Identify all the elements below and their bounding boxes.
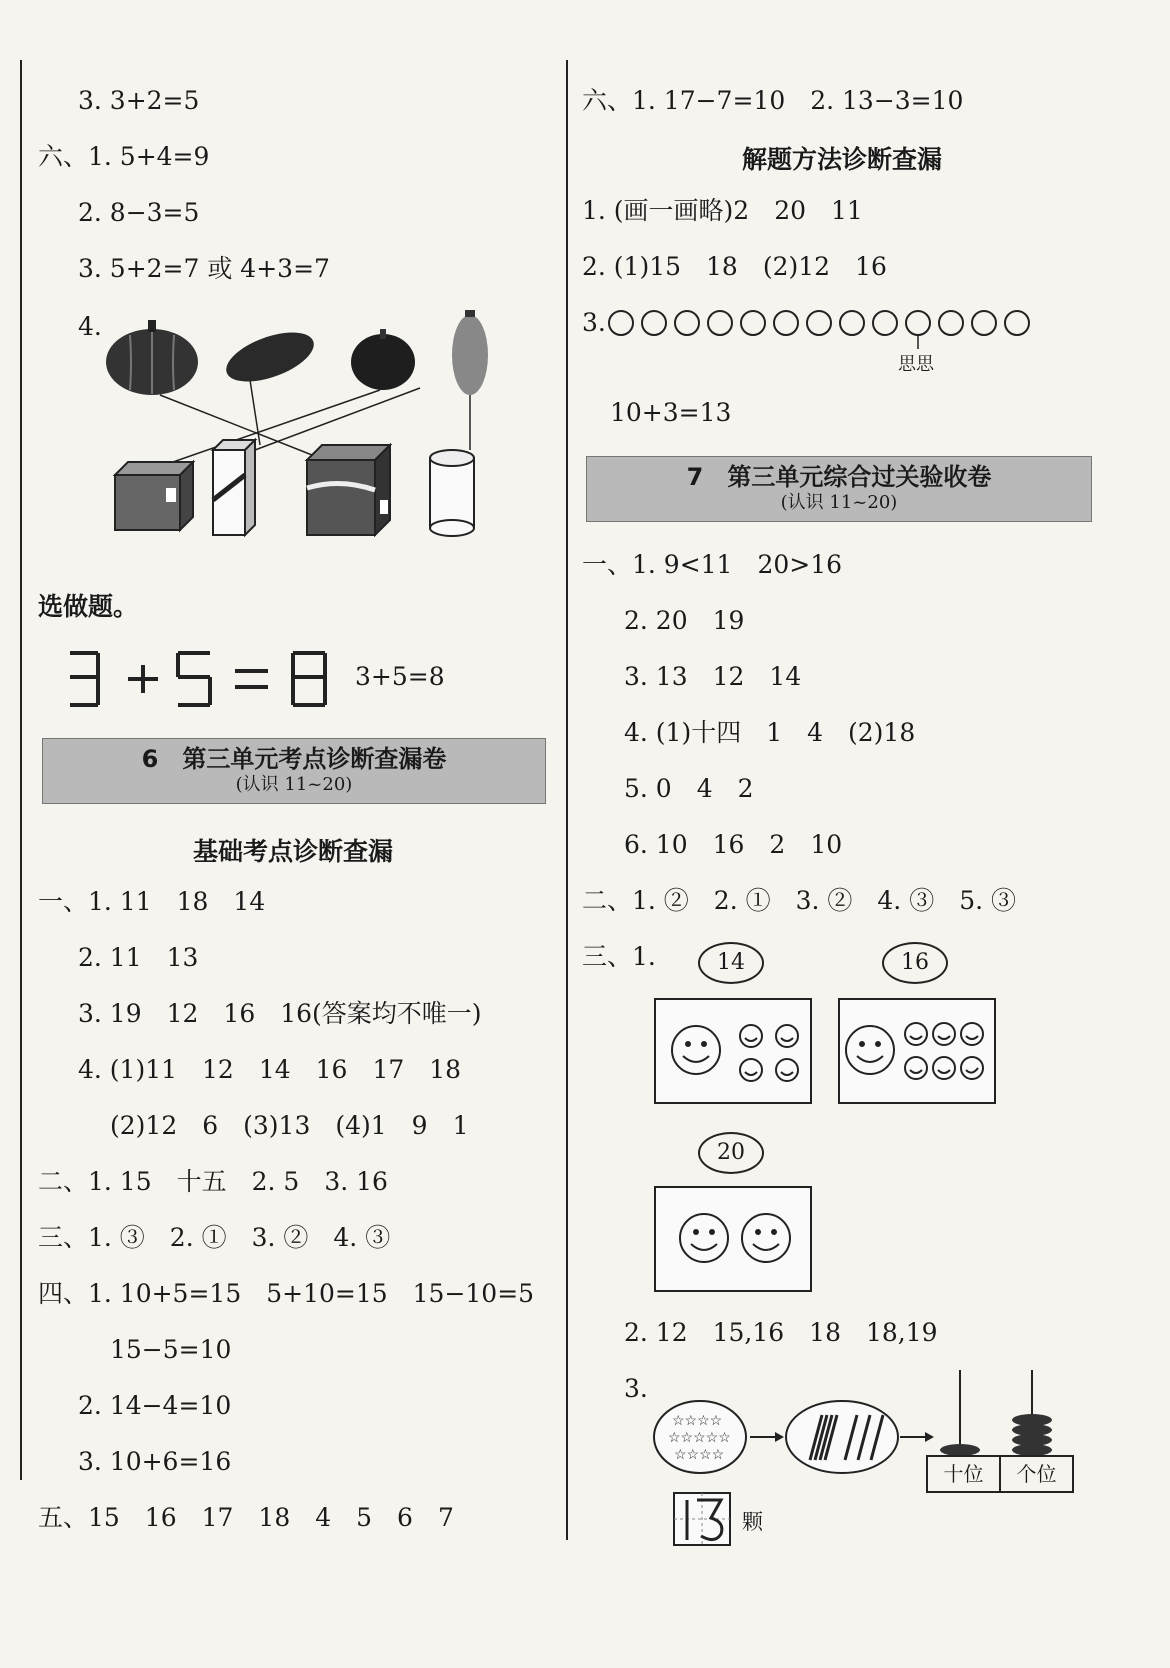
big-box-icon [307,445,390,535]
answer-line: 一、1. 9<11 20>16 [582,550,843,579]
answer-line: 3. 13 12 14 [624,662,802,691]
circle-label: 思思 [898,354,934,375]
sticks-oval [786,1401,898,1473]
answer-line: 四、1. 10+5=15 5+10=15 15−10=5 [38,1279,535,1308]
banner-title: 第三单元综合过关验收卷 [727,463,992,491]
place-value-table [926,1455,1074,1493]
answer-line: 二、1. ② 2. ① 3. ② 4. ③ 5. ③ [582,886,1016,915]
answer-line: 六、1. 17−7=10 2. 13−3=10 [582,86,964,115]
matchstick-equation [60,645,340,715]
answer-line: 3. 3+2=5 [78,86,200,115]
optional-title: 选做题。 [38,592,139,621]
answer-line: 4. (1)11 12 14 16 17 18 [78,1055,462,1084]
banner-title: 第三单元考点诊断查漏卷 [182,745,447,773]
unit-banner-6 [42,738,546,804]
smiley-icons [656,1000,810,1102]
cylinder-icon [430,450,474,536]
circle-row [608,305,1038,375]
eggplant-icon [220,322,320,391]
answer-line: 3. 19 12 16 16(答案均不唯一) [78,999,482,1028]
answer-line: 2. 12 15,16 18 18,19 [624,1318,938,1347]
answer-line: 3. 5+2=7 或 4+3=7 [78,254,330,283]
star-icons [668,1413,731,1463]
answer-line: 15−5=10 [110,1335,232,1364]
ones-label: 个位 [1016,1462,1057,1486]
answer-line: 2. (1)15 18 (2)12 16 [582,252,887,281]
answer-line: 5. 0 4 2 [624,774,754,803]
answer-line: 一、1. 11 18 14 [38,887,266,916]
smiley-box [838,998,996,1104]
smiley-box [654,998,812,1104]
banner-subtitle: (认识 11~20) [780,492,898,513]
left-margin-line [20,60,22,1480]
written-13 [673,1492,733,1548]
gourd-icon [452,315,488,395]
answer-line: 3. 10+6=16 [78,1447,232,1476]
count-unit: 颗 [742,1510,763,1534]
count-oval: 14 [698,942,764,984]
round-pumpkin-icon [351,334,415,390]
answer-line: 4. [78,312,102,341]
smiley-icons [840,1000,994,1102]
tall-box-icon [213,440,255,535]
column-divider [566,60,568,1540]
answer-line: 2. 20 19 [624,606,745,635]
answer-line: 2. 11 13 [78,943,199,972]
smiley-icons [656,1188,810,1290]
section-heading: 解题方法诊断查漏 [741,145,942,174]
answer-line: 3. [582,308,606,337]
answer-line: 6. 10 16 2 10 [624,830,843,859]
svg-text:☆☆☆☆: ☆☆☆☆ [674,1447,725,1463]
unit-banner-7 [586,456,1092,522]
answer-line: 4. (1)十四 1 4 (2)18 [624,718,916,747]
count-oval: 16 [882,942,948,984]
answer-line: (2)12 6 (3)13 (4)1 9 1 [110,1111,469,1140]
smiley-box [654,1186,812,1292]
banner-subtitle: (认识 11~20) [235,774,353,795]
svg-text:☆☆☆☆: ☆☆☆☆ [672,1413,723,1429]
answer-line: 10+3=13 [610,398,732,427]
answer-line: 六、1. 5+4=9 [38,142,210,171]
matching-illustration [100,310,520,560]
svg-text:☆☆☆☆☆: ☆☆☆☆☆ [668,1430,731,1446]
answer-line: 2. 14−4=10 [78,1391,232,1420]
banner-number: 6 [141,745,159,773]
tens-label: 十位 [928,1457,1001,1491]
section-heading: 基础考点诊断查漏 [192,837,393,866]
answer-line: 2. 8−3=5 [78,198,200,227]
answer-line: 三、1. [582,942,656,971]
answer-line: 3. [624,1374,648,1403]
answer-line: 五、15 16 17 18 4 5 6 7 [38,1503,454,1532]
answer-line: 1. (画一画略)2 20 11 [582,196,863,225]
answer-line: 二、1. 15 十五 2. 5 3. 16 [38,1167,388,1196]
match-result: 3+5=8 [355,662,445,691]
banner-number: 7 [686,463,704,491]
cube-box-icon [115,462,193,530]
count-oval: 20 [698,1132,764,1174]
answer-line: 三、1. ③ 2. ① 3. ② 4. ③ [38,1223,391,1252]
